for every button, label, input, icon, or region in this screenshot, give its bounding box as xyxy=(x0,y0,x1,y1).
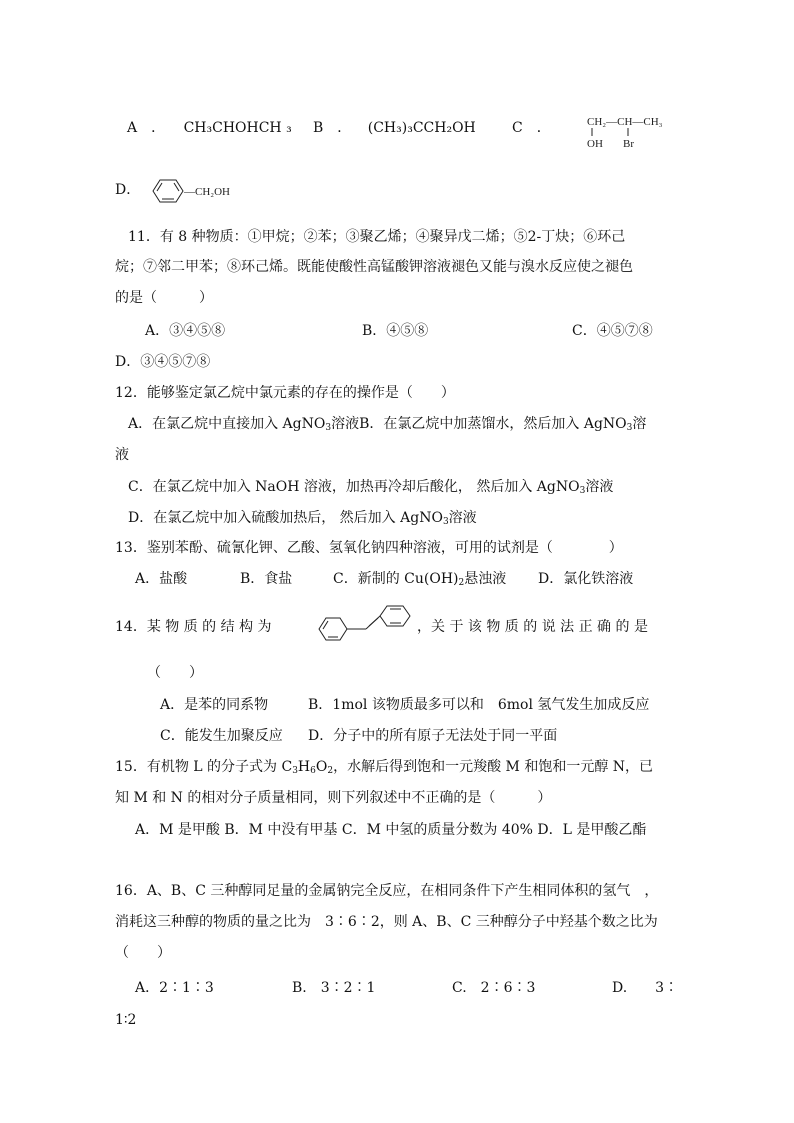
q12-option-d: D．在氯乙烷中加入硫酸加热后， 然后加入 AgNO$_3$溶液 xyxy=(128,510,477,527)
q14-stilbene-structure xyxy=(314,604,418,648)
q13-option-a: A．盐酸 xyxy=(135,571,188,587)
structure-br-text: Br xyxy=(623,138,634,150)
q10-option-a-label: A ． xyxy=(127,120,166,136)
q12-option-c: C．在氯乙烷中加入 NaOH 溶液，加热再冷却后酸化， 然后加入 AgNO$_3$溶液 xyxy=(128,479,614,496)
q14-stem-post: ，关 于 该 物 质 的 说 法 正 确 的 是 xyxy=(417,619,648,635)
structure-top-text: CH₂—CH—CH₃ xyxy=(587,116,663,128)
structure-oh-text: OH xyxy=(587,138,603,150)
q16-paren: （ ） xyxy=(115,945,171,961)
q15-line-2: 知 M 和 N 的相对分子质量相同，则下列叙述中不正确的是（ ） xyxy=(115,790,552,806)
q10-option-b xyxy=(313,118,476,138)
q16-option-c: C. 2∶6∶3 xyxy=(452,980,536,996)
q13-option-b: B．食盐 xyxy=(240,571,293,587)
q11-option-d: D．③④⑤⑦⑧ xyxy=(115,354,211,370)
ch2oh-group-text: —CH₂OH xyxy=(184,186,231,198)
q10-option-a xyxy=(127,118,292,138)
q11-line-2: 烷；⑦邻二甲苯；⑧环己烯。既能使酸性高锰酸钾溶液褪色又能与溴水反应使之褪色 xyxy=(115,259,633,275)
q14-option-c: C．能发生加聚反应 xyxy=(160,728,283,744)
q10-option-b-text: (CH₃)₃CCH₂OH xyxy=(367,120,476,136)
q16-option-b: B. 3∶2∶1 xyxy=(292,980,376,996)
q12-option-b: B．在氯乙烷中加蒸馏水，然后加入 AgNO$_3$溶 xyxy=(359,416,647,433)
q11-line-1: 11．有 8 种物质：①甲烷；②苯；③聚乙烯；④聚异戊二烯；⑤2-丁炔；⑥环己 xyxy=(128,229,626,245)
q10-option-d-structure xyxy=(148,178,248,204)
q16-option-d: D. 3∶ xyxy=(612,980,679,996)
q14-stem-pre: 14．某 物 质 的 结 构 为 xyxy=(115,619,272,635)
q10-option-c-structure xyxy=(585,112,685,152)
q16-option-d-cont: 1∶2 xyxy=(115,1012,137,1028)
q13-option-d: D．氯化铁溶液 xyxy=(538,571,634,587)
q16-option-a: A．2∶1∶3 xyxy=(135,980,214,996)
q14-option-b: B．1mol 该物质最多可以和 6mol 氢气发生加成反应 xyxy=(308,697,650,713)
q14-option-a: A．是苯的同系物 xyxy=(160,697,269,713)
q15-options: A．M 是甲酸 B．M 中没有甲基 C．M 中氢的质量分数为 40% D．L 是甲酸乙酯 xyxy=(135,822,647,838)
q12-option-b-cont: 液 xyxy=(115,447,129,463)
q13-option-c: C．新制的 $Cu(OH)_2$悬浊液 xyxy=(333,571,507,588)
q10-option-a-text: CH₃CHOHCH ₃ xyxy=(183,120,292,136)
q16-line-1: 16．A、B、C 三种醇同足量的金属钠完全反应，在相同条件下产生相同体积的氢气 ， xyxy=(115,883,659,899)
q10-option-b-label: B ． xyxy=(313,120,352,136)
q14-paren: （ ） xyxy=(147,665,203,681)
q12-stem: 12．能够鉴定氯乙烷中氯元素的存在的操作是（ ） xyxy=(115,385,455,401)
q11-option-a: A．③④⑤⑧ xyxy=(145,323,226,339)
q16-line-2: 消耗这三种醇的物质的量之比为 3∶6∶2，则 A、B、C 三种醇分子中羟基个数之比为 xyxy=(115,914,658,930)
q15-line-1: 15．有机物 L 的分子式为 $C_3H_6O_2$，水解后得到饱和一元羧酸 M 和饱和一元醇 N，已 xyxy=(115,759,654,776)
q11-option-b: B．④⑤⑧ xyxy=(362,323,429,339)
q14-option-d: D．分子中的所有原子无法处于同一平面 xyxy=(308,728,558,744)
q12-options-ab xyxy=(128,414,646,434)
q11-option-c: C．④⑤⑦⑧ xyxy=(572,323,653,339)
q10-option-d-label: D． xyxy=(115,182,141,198)
q11-line-3: 的是（ ） xyxy=(115,290,213,306)
q10-option-c-label: C ． xyxy=(512,120,551,136)
q13-stem: 13．鉴别苯酚、硫氰化钾、乙酸、氢氧化钠四种溶液，可用的试剂是（ ） xyxy=(115,540,623,556)
q12-option-a: A．在氯乙烷中直接加入 AgNO$_3$溶液 xyxy=(128,416,360,433)
